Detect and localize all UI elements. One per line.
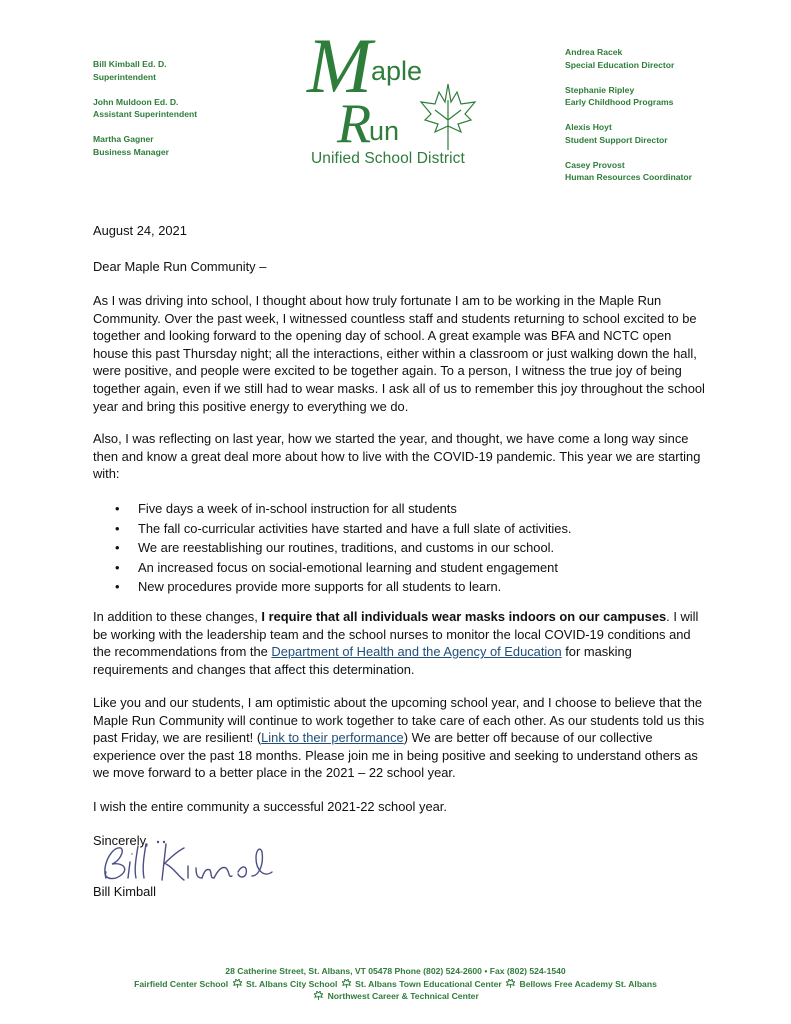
school-name: Bellows Free Academy St. Albans — [519, 978, 657, 989]
staff-entry — [565, 121, 692, 146]
staff-title: Student Support Director — [565, 134, 668, 145]
footer-schools-line — [0, 990, 791, 1003]
logo-m-letter: M — [307, 22, 372, 109]
school-name: St. Albans Town Educational Center — [355, 978, 502, 989]
logo-district-name: Unified School District — [311, 150, 465, 167]
staff-entry — [93, 58, 197, 83]
mask-requirement: I require that all individuals wear masks indoors on our campuses — [261, 609, 667, 624]
paragraph-reflection: Also, I was reflecting on last year, how we started the year, and thought, we have come a long way since then and know a great deal more about how to live with the COVID-19 pandemic. This year we are starting with: — [93, 431, 701, 482]
staff-title: Business Manager — [93, 146, 169, 157]
staff-title: Assistant Superintendent — [93, 109, 198, 119]
paragraph-wish: I wish the entire community a successful 2021-22 school year. — [93, 799, 447, 814]
list-item-text: New procedures provide more supports for all students to learn. — [138, 579, 502, 595]
maple-leaf-icon — [233, 979, 242, 988]
list-item — [93, 538, 708, 558]
left-staff-list — [93, 58, 197, 171]
bullet-icon: • — [115, 540, 120, 556]
bullet-icon: • — [115, 579, 120, 595]
paragraph-masks: In addition to these changes, I require that all individuals wear masks indoors on our campuses. I will be working with the leadership team and the school nurses to monitor the local COVID-19 conditions and the recommendations from the Department of Health and the Agency of Education for masking requirements and changes that affect this determination. — [93, 609, 699, 677]
list-item-text: We are reestablishing our routines, traditions, and customs in our school. — [138, 540, 555, 556]
signer-name: Bill Kimball — [93, 884, 157, 899]
footer-schools-line — [0, 978, 791, 991]
logo-r-letter: R — [337, 93, 372, 152]
maple-leaf-icon — [314, 991, 323, 1000]
paragraph-intro: As I was driving into school, I thought about how truly fortunate I am to be working in the Maple Run Community. Over the past week, I witnessed countless staff and students returning to school excited to be together and looking forward to the opening day of school. A great example was BFA and NCTC open house this past Thursday night; all the interactions, either within a classroom or just walking down the hall, were positive, and people were excited to be together again. To a person, I witness the true joy of being together again, even if we still had to wear masks. I ask all of us to remember this joy throughout the school year and bring this positive energy to everything we do. — [93, 293, 705, 414]
staff-name: Andrea Racek — [565, 47, 623, 57]
list-item — [93, 519, 708, 539]
school-name: St. Albans City School — [245, 978, 338, 989]
list-item-text: Five days a week of in-school instruction for all students — [138, 501, 457, 516]
staff-title: Early Childhood Programs — [565, 97, 674, 107]
paragraph-optimism: Like you and our students, I am optimistic about the upcoming school year, and I choose to believe that the Maple Run Community will continue to work together to take care of each other. As our students told us this past Friday, we are resilient! (Link to their performance) We are better off because of our collective experience over the past 18 months. Please join me in being positive and seeking to understand others as we move forward to a better place in the 2021 – 22 school year. — [93, 695, 705, 781]
salutation: Dear Maple Run Community – — [93, 259, 267, 274]
bullet-list — [93, 499, 708, 597]
letter-date: August 24, 2021 — [93, 223, 187, 238]
staff-name: Alexis Hoyt — [565, 122, 612, 132]
footer — [0, 965, 791, 1003]
right-staff-list — [565, 46, 692, 196]
staff-title: Human Resources Coordinator — [565, 172, 693, 182]
closing: Sincerely, — [93, 833, 149, 848]
logo-wordmark — [303, 22, 489, 152]
district-logo — [303, 22, 489, 174]
staff-name: Bill Kimball Ed. D. — [93, 59, 167, 69]
staff-entry — [565, 159, 692, 184]
footer-address: 28 Catherine Street, St. Albans, VT 05478 Phone (802) 524-2600 • Fax (802) 524-1540 — [225, 966, 566, 976]
school-name: Northwest Career & Technical Center — [327, 991, 479, 1002]
bullet-icon: • — [115, 501, 120, 516]
signature — [92, 836, 282, 886]
staff-name: Casey Provost — [565, 159, 625, 170]
staff-title: Superintendent — [93, 71, 157, 82]
staff-title: Special Education Director — [565, 59, 675, 70]
staff-name: Martha Gagner — [93, 134, 154, 144]
staff-name: John Muldoon Ed. D. — [93, 96, 179, 107]
staff-name: Stephanie Ripley — [565, 84, 635, 95]
health-agency-link[interactable]: Department of Health and the Agency of Education — [271, 644, 562, 660]
bullet-icon: • — [115, 520, 120, 536]
maple-leaf-icon — [342, 979, 351, 988]
staff-entry — [93, 133, 197, 158]
list-item — [93, 499, 708, 519]
list-item-text: The fall co-curricular activities have started and have a full slate of activities. — [138, 520, 572, 536]
list-item — [93, 558, 708, 578]
maple-leaf-icon — [506, 979, 515, 988]
staff-entry — [93, 96, 197, 121]
list-item — [93, 577, 708, 597]
list-item-text: An increased focus on social-emotional learning and student engagement — [138, 559, 558, 575]
maple-leaf-icon — [421, 84, 475, 150]
logo-word-maple: aple — [371, 56, 423, 86]
staff-entry — [565, 46, 692, 71]
performance-link[interactable]: Link to their performance — [261, 730, 404, 746]
logo-word-run: un — [369, 116, 400, 146]
staff-entry — [565, 84, 692, 109]
school-name: Fairfield Center School — [134, 978, 229, 989]
bullet-icon: • — [115, 559, 120, 575]
